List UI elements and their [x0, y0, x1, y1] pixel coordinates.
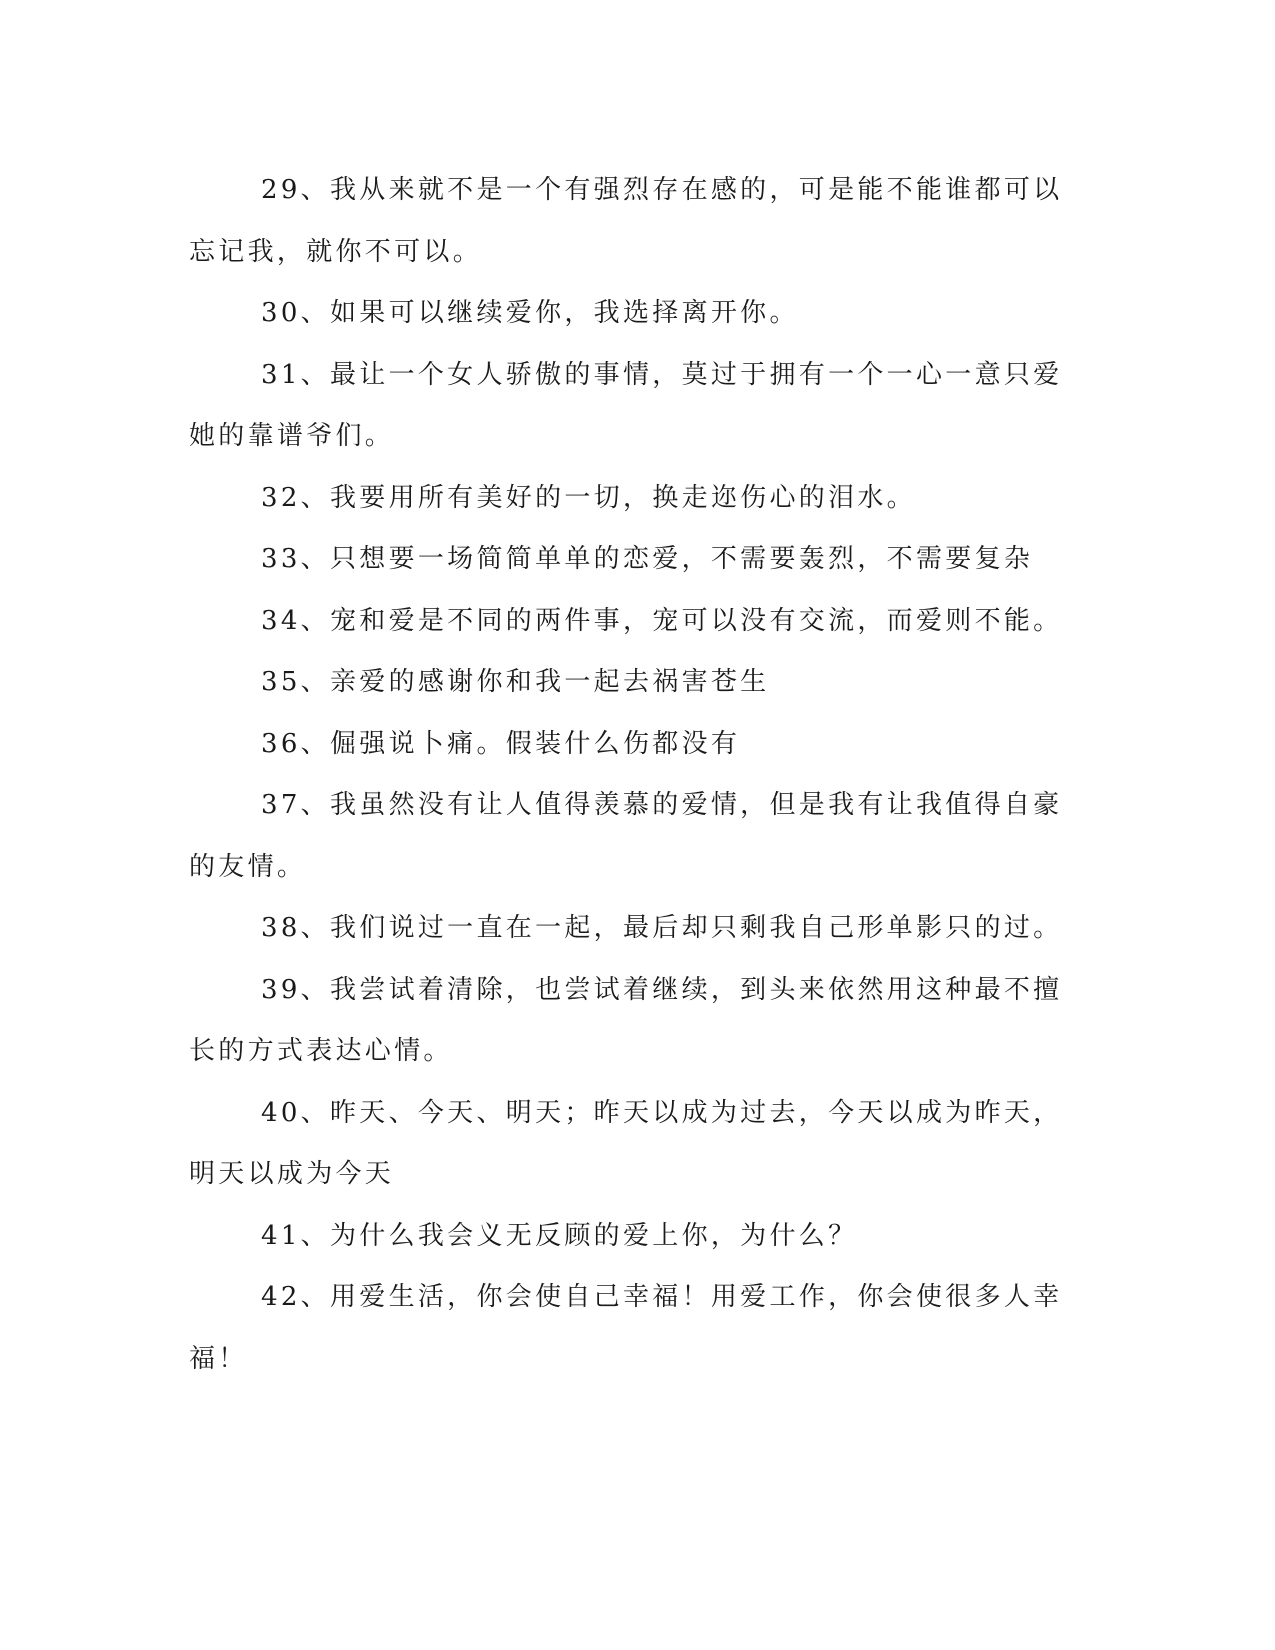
- paragraph-38: 38、我们说过一直在一起，最后却只剩我自己形单影只的过。: [261, 913, 1063, 943]
- paragraph-40: 40、昨天、今天、明天；昨天以成为过去，今天以成为昨天，明天以成为今天: [189, 1097, 1063, 1189]
- paragraph-31: 31、最让一个女人骄傲的事情，莫过于拥有一个一心一意只爱她的靠谱爷们。: [189, 359, 1063, 451]
- paragraph-35: 35、亲爱的感谢你和我一起去祸害苍生: [261, 667, 770, 697]
- paragraph-29: 29、我从来就不是一个有强烈存在感的，可是能不能谁都可以忘记我，就你不可以。: [189, 175, 1063, 267]
- paragraph-41: 41、为什么我会义无反顾的爱上你，为什么？: [261, 1220, 858, 1251]
- paragraph-39: 39、我尝试着清除，也尝试着继续，到头来依然用这种最不擅长的方式表达心情。: [189, 974, 1063, 1066]
- document-body: [189, 160, 1079, 1390]
- paragraph-32: 32、我要用所有美好的一切，换走迩伤心的泪水。: [261, 482, 916, 513]
- paragraph-30: 30、如果可以继续爱你，我选择离开你。: [261, 298, 799, 328]
- paragraph-42: 42、用爱生活，你会使自己幸福！用爱工作，你会使很多人幸福！: [189, 1282, 1063, 1374]
- paragraph-33: 33、只想要一场简简单单的恋爱，不需要轰烈，不需要复杂: [261, 544, 1034, 574]
- paragraph-37: 37、我虽然没有让人值得羡慕的爱情，但是我有让我值得自豪的友情。: [189, 790, 1063, 882]
- paragraph-34: 34、宠和爱是不同的两件事，宠可以没有交流，而爱则不能。: [261, 605, 1063, 636]
- paragraph-36: 36、倔强说卜痛。假装什么伤都没有: [261, 728, 741, 759]
